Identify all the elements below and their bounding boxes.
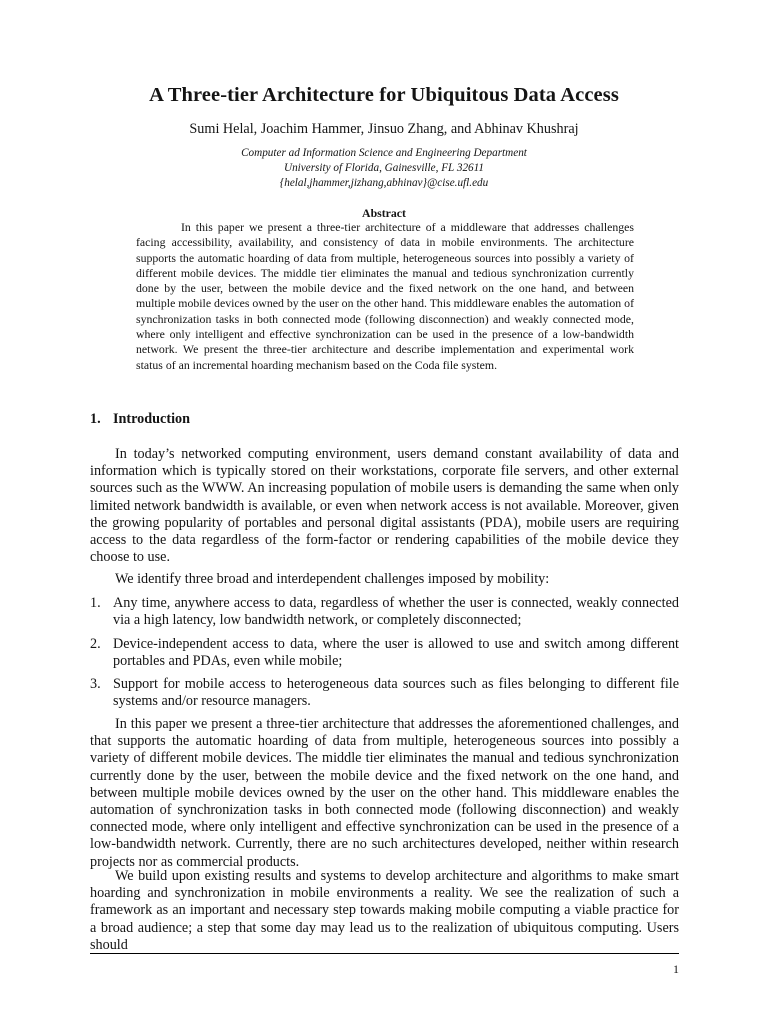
- abstract-text: In this paper we present a three-tier architecture of a middleware that addresses challenges facing accessibility, availability, and consistency of data in mobile environments. The architecture supports the automatic hoarding of data from multiple, heterogeneous sources into possibly a variety of different mobile devices. The middle tier eliminates the manual and tedious synchronization currently done by the user, between the mobile device and the fixed network on the one hand, and between multiple mobile devices owned by the user on the other hand. This middleware enables the automation of synchronization tasks in both connected mode (following disconnection) and weakly connected mode, where only intelligent and effective synchronization can be used in the presence of a low-bandwidth network. We present the three-tier architecture and describe implementation and experimental work status of an incremental hoarding mechanism based on the Coda file system.: [136, 220, 634, 372]
- list-item: [90, 676, 679, 710]
- section-heading: [90, 411, 190, 428]
- paragraph-4: We build upon existing results and systems to develop architecture and algorithms to make smart hoarding and synchronization in mobile environments a reality. We see the realization of such a framework as an important and necessary step towards making mobile computing a viable practice for a broad audience; a step that some day may lead us to the realization of ubiquitous computing. Users should: [90, 868, 679, 953]
- affiliation-emails: {helal,jhammer,jizhang,abhinav}@cise.ufl.edu: [279, 177, 489, 189]
- list-item-number: 1.: [90, 595, 101, 611]
- footer-rule: [90, 953, 679, 954]
- abstract-heading: Abstract: [362, 206, 406, 220]
- list-item: [90, 636, 679, 670]
- list-item-text: Any time, anywhere access to data, regardless of whether the user is connected, weakly connected via a high latency, low bandwidth network, or completely disconnected;: [113, 595, 679, 629]
- page-number: 1: [673, 962, 679, 976]
- list-item-text: Support for mobile access to heterogeneous data sources such as files belonging to different file systems and/or resource managers.: [113, 676, 679, 710]
- paragraph-1: In today’s networked computing environment, users demand constant availability of data and information which is typically stored on their workstations, corporate file servers, and other external sources such as the WWW. An increasing population of mobile users is demanding the same when only limited network bandwidth is available, or even when network access is not available. Moreover, given the growing popularity of portables and personal digital assistants (PDA), mobile users are requiring access to the data regardless of the form-factor or rendering capabilities of the mobile device they choose to use.: [90, 446, 679, 566]
- list-item-text: Device-independent access to data, where the user is allowed to use and switch among different portables and PDAs, even while mobile;: [113, 636, 679, 670]
- section-number: 1.: [90, 411, 101, 427]
- section-title: Introduction: [113, 411, 190, 427]
- author-list: Sumi Helal, Joachim Hammer, Jinsuo Zhang, and Abhinav Khushraj: [189, 121, 579, 137]
- list-item-number: 2.: [90, 636, 101, 652]
- paragraph-3: In this paper we present a three-tier architecture that addresses the aforementioned challenges, and that supports the automatic hoarding of data from multiple, heterogeneous sources into possibly a variety of different mobile devices. The middle tier eliminates the manual and tedious synchronization currently done by the user, between the mobile device and the fixed network on the one hand, and between multiple mobile devices owned by the user on the other hand. This middleware enables the automation of synchronization tasks in both connected mode (following disconnection) and weakly connected mode, where only intelligent and effective synchronization can be used in the presence of a low-bandwidth network. Currently, there are no such architectures developed, neither within research projects nor as commercial products.: [90, 716, 679, 870]
- affiliation-department: Computer ad Information Science and Engineering Department: [241, 147, 527, 159]
- paragraph-2: We identify three broad and interdependent challenges imposed by mobility:: [115, 571, 550, 587]
- affiliation-university: University of Florida, Gainesville, FL 32611: [283, 162, 484, 174]
- paper-title: A Three-tier Architecture for Ubiquitous Data Access: [149, 84, 619, 106]
- list-item: [90, 595, 679, 629]
- list-item-number: 3.: [90, 676, 101, 692]
